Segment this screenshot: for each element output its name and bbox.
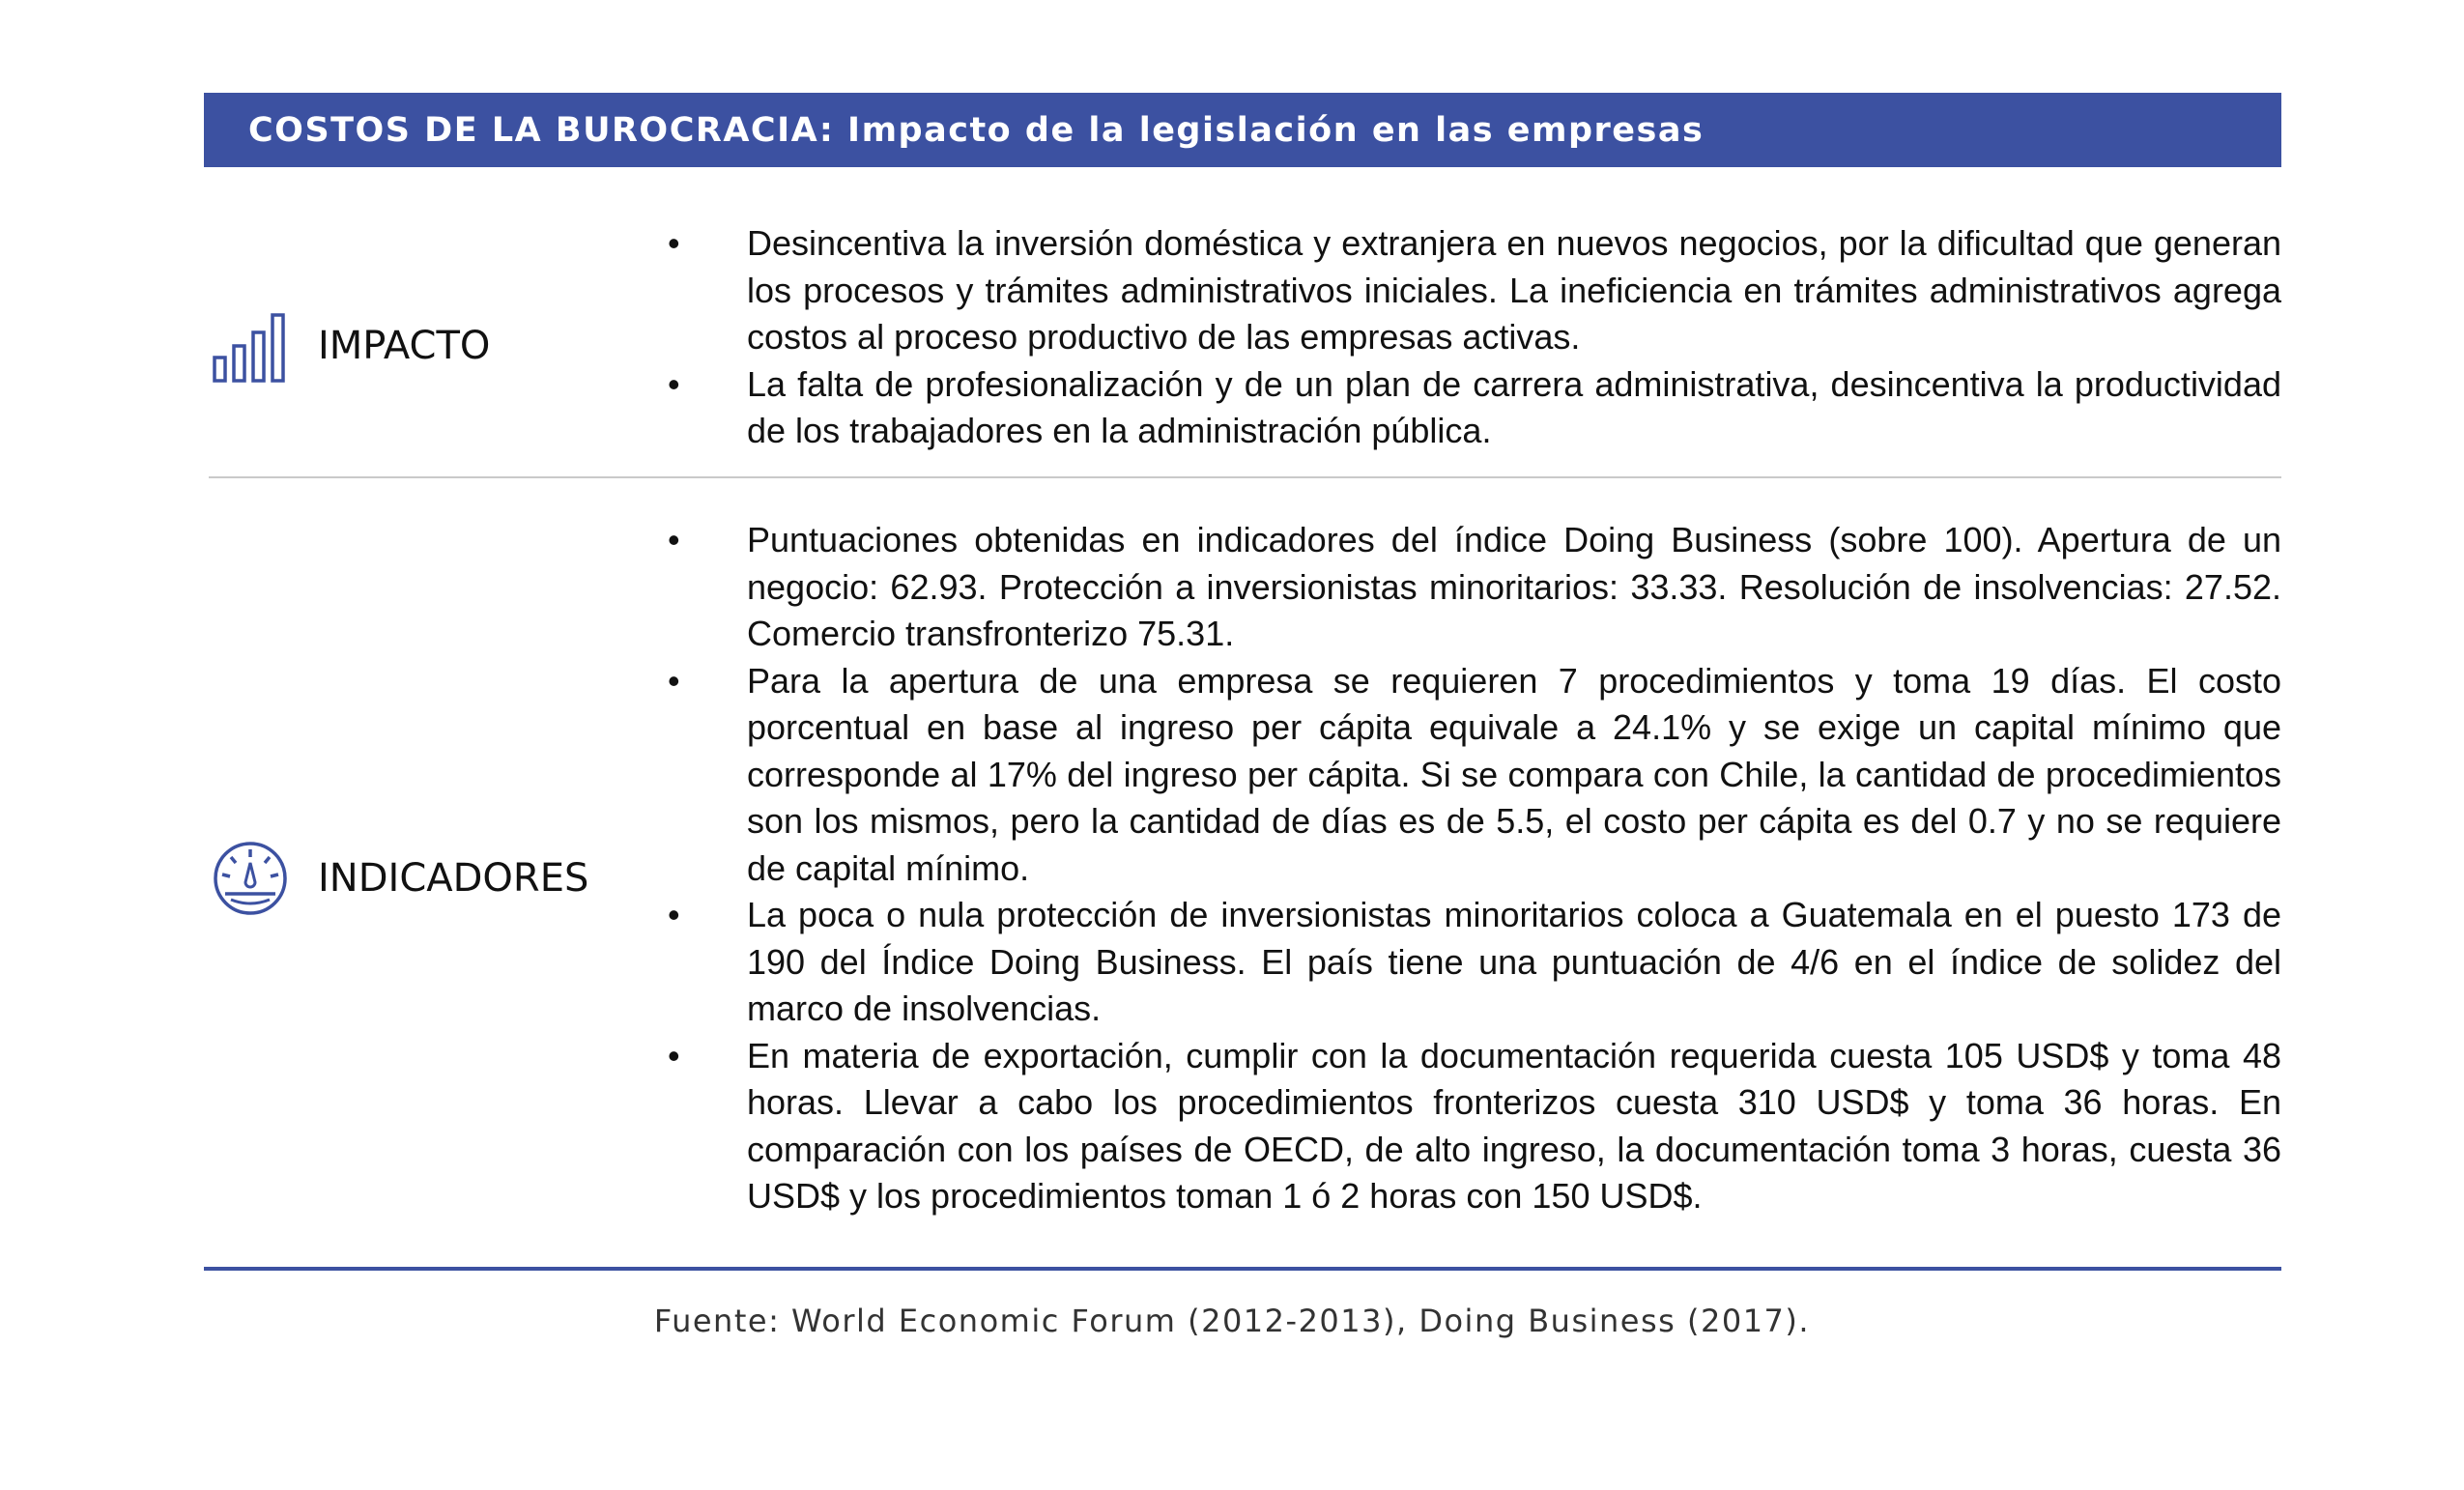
section-divider <box>209 476 2281 478</box>
section-label: INDICADORES <box>318 856 589 901</box>
section-label-impacto <box>212 307 490 385</box>
list-item: • Puntuaciones obtenidas en indicadores del índice Doing Business (sobre 100). Apertura de un negocio: 62.93. Protección a inversionistas minoritarios: 33.33. Resolución de insolvencias: 27.52. Comercio transfronterizo 75.31. <box>668 520 2281 653</box>
section-label: IMPACTO <box>318 324 491 368</box>
section-impacto <box>204 220 2281 462</box>
page-title: COSTOS DE LA BUROCRACIA: Impacto de la legislación en las empresas <box>248 110 1705 150</box>
list-item: • La poca o nula protección de inversionistas minoritarios coloca a Guatemala en el puesto 173 de 190 del Índice Doing Business. El país tiene una puntuación de 4/6 en el índice de solidez del marco de insolvencias. <box>668 895 2281 1028</box>
source-note: Fuente: World Economic Forum (2012-2013), Doing Business (2017). <box>653 1303 1811 1339</box>
list-item: • La falta de profesionalización y de un plan de carrera administrativa, desincentiva la productividad de los trabajadores en la administración pública. <box>668 363 2281 450</box>
list-item: • Desincentiva la inversión doméstica y extranjera en nuevos negocios, por la dificultad que generan los procesos y trámites administrativos iniciales. La ineficiencia en trámites administrativos agrega costos al proceso productivo de las empresas activas. <box>668 223 2281 357</box>
gauge-icon <box>212 840 289 917</box>
bullet-list <box>668 517 2281 1220</box>
bullet-list <box>668 220 2281 455</box>
header-bar <box>204 93 2281 167</box>
section-label-indicadores <box>212 840 588 917</box>
section-indicadores <box>204 517 2281 1232</box>
list-item: • Para la apertura de una empresa se requieren 7 procedimientos y toma 19 días. El costo porcentual en base al ingreso per cápita equivale a 24.1% y se exige un capital mínimo que corresponde al 17% del ingreso per cápita. Si se compara con Chile, la cantidad de procedimientos son los mismos, pero la cantidad de días es de 5.5, el costo per cápita es del 0.7 y no se requiere de capital mínimo. <box>668 660 2281 888</box>
bar-chart-icon <box>212 307 289 385</box>
list-item: • En materia de exportación, cumplir con la documentación requerida cuesta 105 USD$ y toma 48 horas. Llevar a cabo los procedimientos fronterizos cuesta 310 USD$ y toma 36 horas. En comparación con los países de OECD, de alto ingreso, la documentación toma 3 horas, cuesta 36 USD$ y los procedimientos toman 1 ó 2 horas con 150 USD$. <box>668 1035 2281 1216</box>
footer-divider <box>204 1267 2281 1271</box>
